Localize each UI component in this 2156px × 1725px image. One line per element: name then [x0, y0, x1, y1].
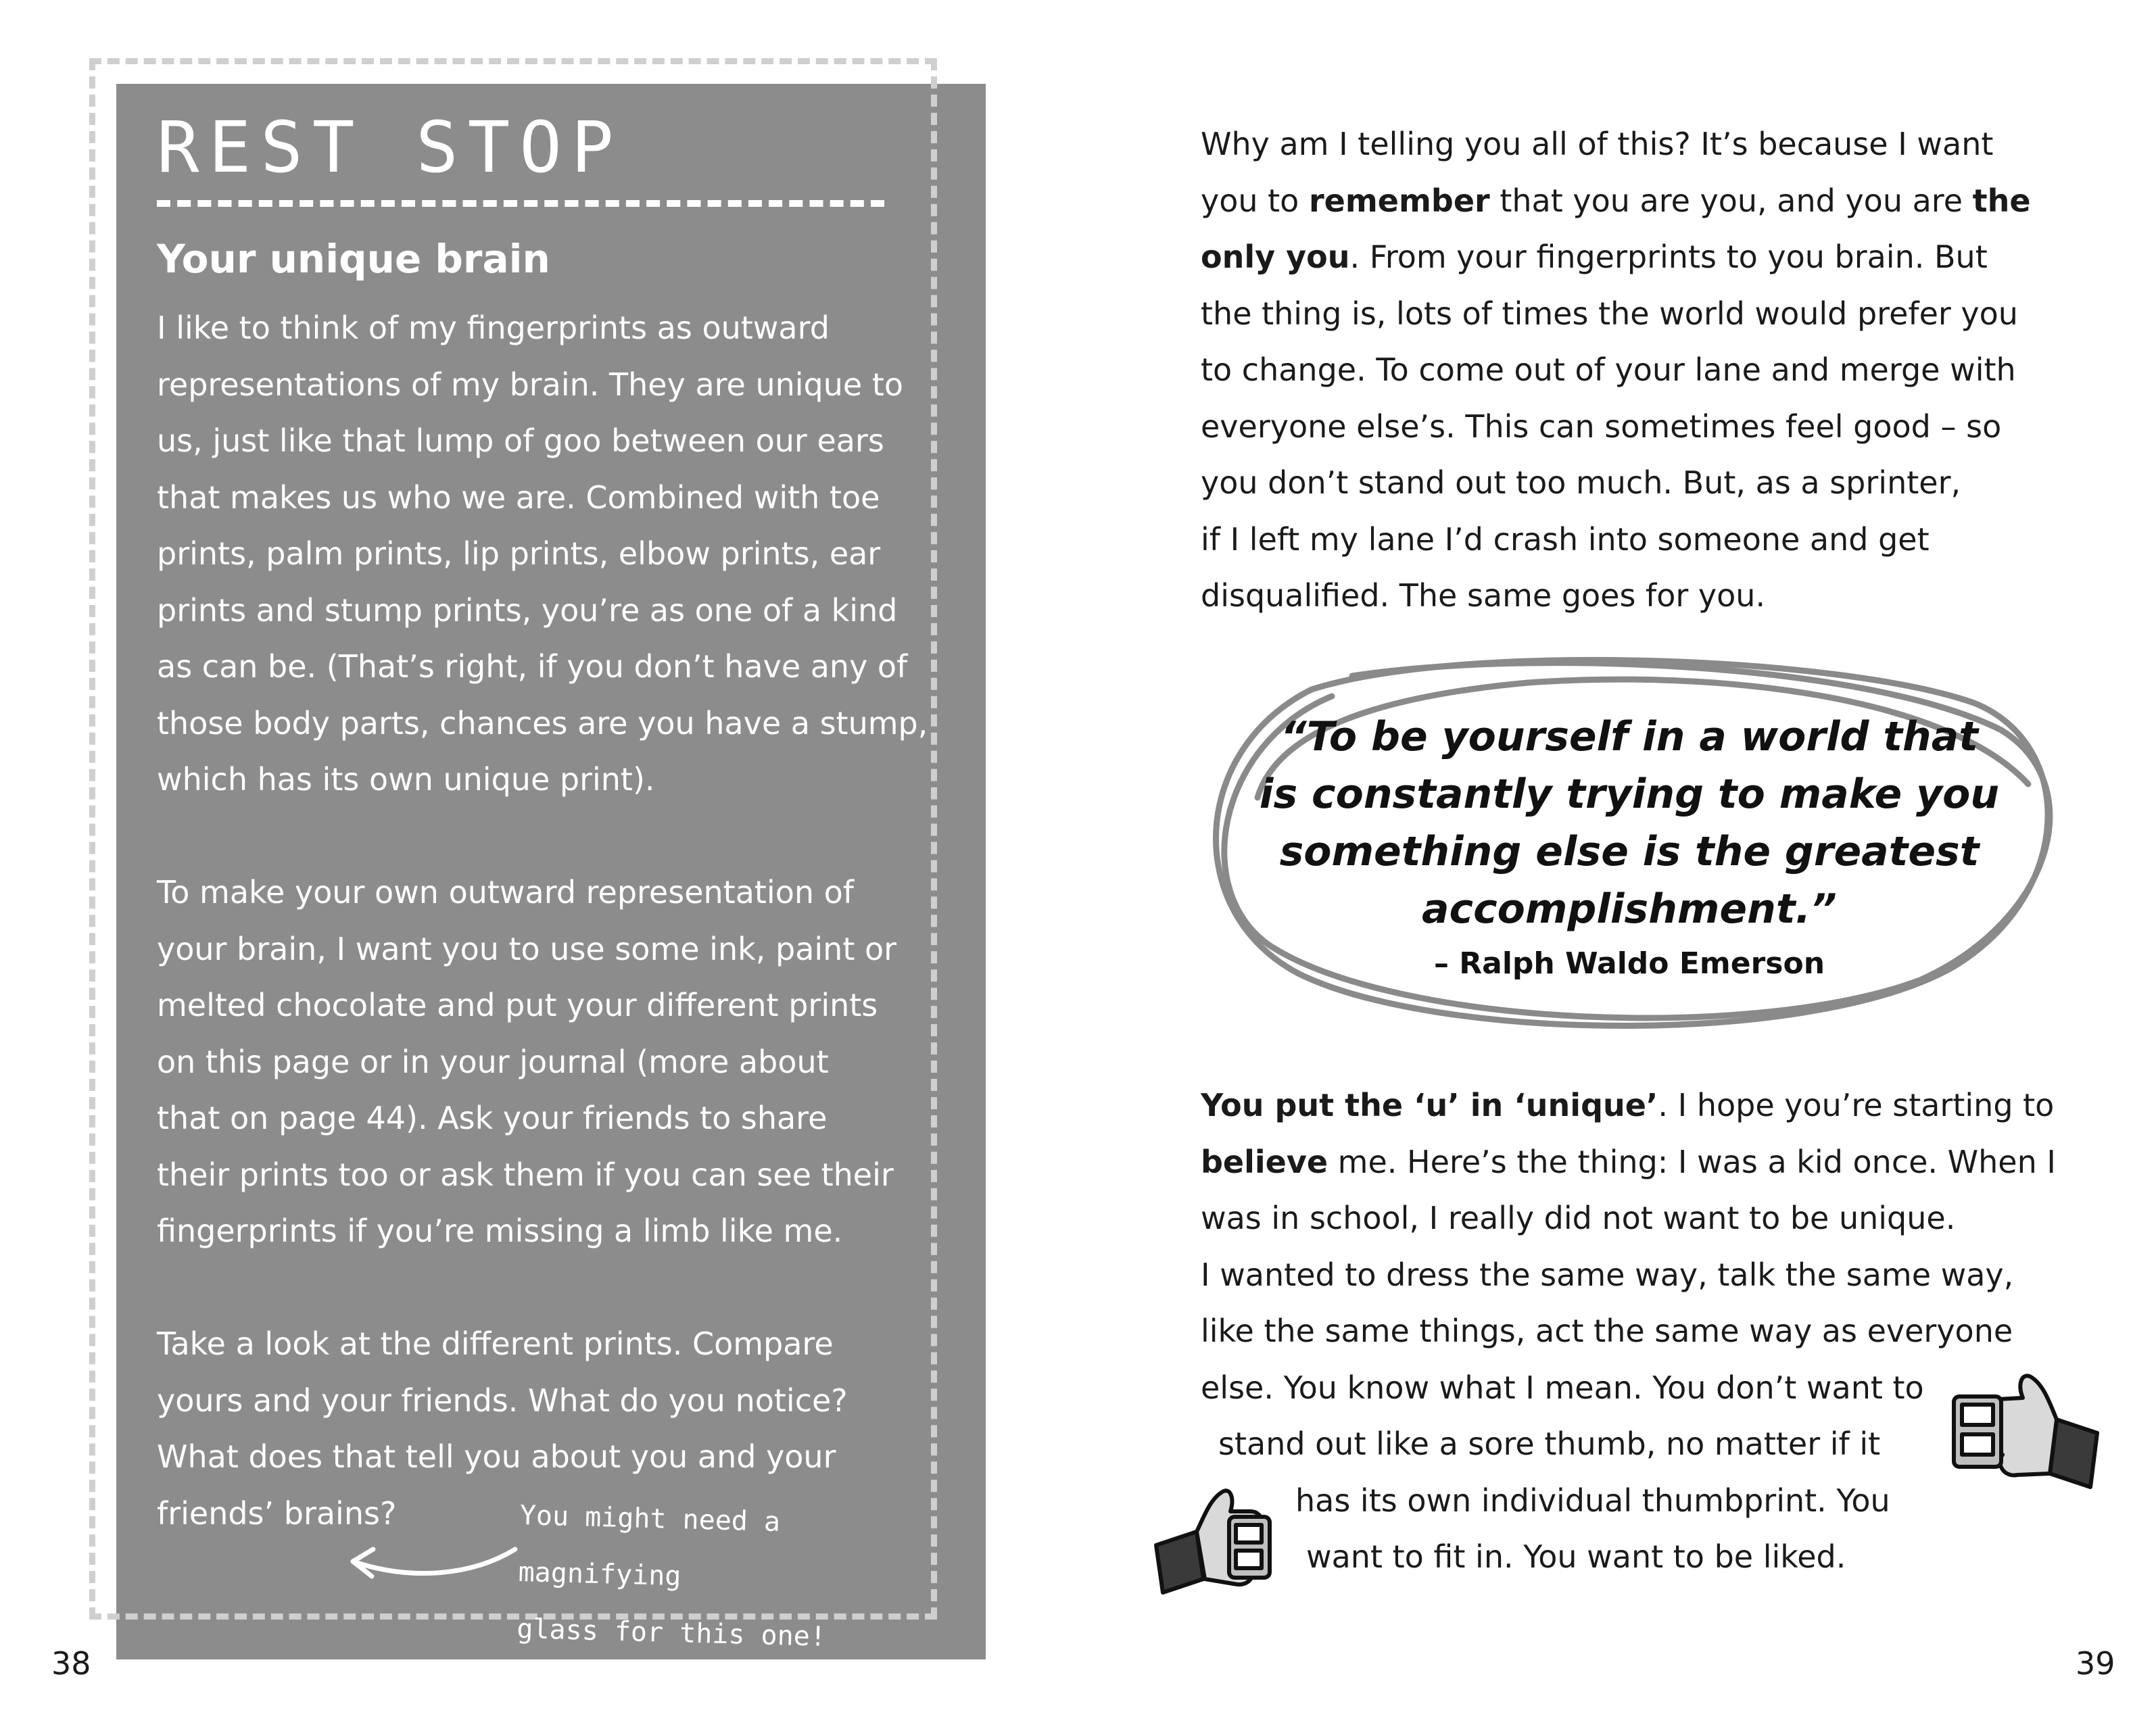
panel-line: What does that tell you about you and your: [157, 1438, 836, 1475]
text-line: you to remember that you are you, and you are the: [1201, 182, 2031, 219]
text-line: I wanted to dress the same way, talk the same way,: [1201, 1256, 2014, 1293]
quote-line: is constantly trying to make you: [1259, 771, 2000, 818]
panel-line: on this page or in your journal (more about: [157, 1043, 829, 1080]
text-line: everyone else’s. This can sometimes feel good – so: [1201, 408, 2002, 445]
text-line: if I left my lane I’d crash into someone and get: [1201, 520, 1930, 558]
panel-line: Take a look at the different prints. Compare: [157, 1326, 834, 1362]
panel-line: us, just like that lump of goo between our ears: [157, 422, 884, 459]
panel-line: as can be. (That’s right, if you don’t have any of: [157, 648, 908, 685]
text-line: disqualified. The same goes for you.: [1201, 577, 1766, 614]
panel-line: prints, palm prints, lip prints, elbow prints, ear: [157, 535, 881, 572]
title-dashed-rule: [157, 200, 884, 207]
text-line: stand out like a sore thumb, no matter if it: [1218, 1426, 1881, 1462]
page-number-left: 38: [51, 1645, 91, 1682]
text-line: else. You know what I mean. You don’t want to: [1201, 1369, 1924, 1406]
thumbs-up-icon: [1149, 1478, 1285, 1606]
curved-arrow-icon: [338, 1534, 527, 1609]
handwritten-note: [516, 1487, 939, 1668]
rest-stop-title: REST STOP: [157, 106, 623, 189]
emphasis-the: the: [1972, 182, 2031, 219]
panel-heading: Your unique brain: [157, 236, 550, 282]
thumbs-up-icon: [1938, 1365, 2104, 1501]
handwritten-note-line: glass for this one!: [516, 1613, 827, 1653]
right-paragraph-1: [1201, 116, 2086, 625]
text-line: to change. To come out of your lane and merge with: [1201, 351, 2016, 388]
right-paragraph-2: [1201, 1077, 2100, 1586]
panel-line: melted chocolate and put your different prints: [157, 987, 878, 1023]
quote-line: accomplishment.”: [1422, 885, 1837, 933]
quote-line: “To be yourself in a world that: [1280, 713, 1978, 760]
panel-line: prints and stump prints, you’re as one of a kind: [157, 591, 898, 629]
panel-line: fingerprints if you’re missing a limb like me.: [157, 1213, 843, 1249]
page-number-right: 39: [2076, 1645, 2115, 1682]
handwritten-note-line: You might need a magnifying: [518, 1499, 781, 1593]
panel-line: To make your own outward representation of: [157, 874, 854, 910]
panel-line: I like to think of my fingerprints as outward: [157, 310, 830, 346]
text-line: has its own individual thumbprint. You: [1295, 1482, 1890, 1519]
panel-line: that on page 44). Ask your friends to share: [157, 1100, 828, 1136]
text-line: the thing is, lots of times the world would prefer you: [1201, 295, 2018, 332]
text-line: want to fit in. You want to be liked.: [1306, 1538, 1846, 1575]
text-line: only you. From your fingerprints to you brain. But: [1201, 239, 1988, 275]
text-line: like the same things, act the same way as everyone: [1201, 1313, 2013, 1349]
panel-line: representations of my brain. They are unique to: [157, 366, 903, 403]
panel-line: yours and your friends. What do you notice?: [157, 1382, 848, 1419]
emphasis-unique: You put the ‘u’ in ‘unique’: [1201, 1087, 1658, 1123]
panel-body: [157, 300, 941, 1542]
panel-line: which has its own unique print).: [157, 761, 655, 798]
panel-line: their prints too or ask them if you can see their: [157, 1156, 894, 1193]
emerson-quote: [1237, 708, 2021, 938]
panel-line: those body parts, chances are you have a stump,: [157, 704, 928, 742]
text-line: you don’t stand out too much. But, as a sprinter,: [1201, 464, 1961, 501]
panel-line: your brain, I want you to use some ink, paint or: [157, 930, 897, 967]
emphasis-remember: remember: [1308, 182, 1490, 219]
emphasis-believe: believe: [1201, 1143, 1328, 1180]
panel-line: friends’ brains?: [157, 1495, 397, 1532]
text-line: was in school, I really did not want to be unique.: [1201, 1200, 1956, 1236]
text-line: Why am I telling you all of this? It’s because I want: [1201, 126, 1994, 162]
quote-author: – Ralph Waldo Emerson: [1433, 946, 1825, 981]
quote-line: something else is the greatest: [1279, 828, 1980, 875]
emphasis-only-you: only you: [1201, 239, 1350, 275]
panel-line: that makes us who we are. Combined with toe: [157, 479, 880, 516]
text-line: You put the ‘u’ in ‘unique’. I hope you’re starting to: [1201, 1087, 2055, 1123]
text-line: believe me. Here’s the thing: I was a kid once. When I: [1201, 1143, 2056, 1180]
